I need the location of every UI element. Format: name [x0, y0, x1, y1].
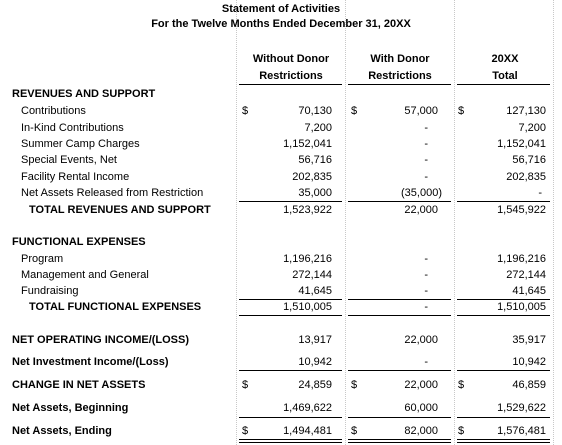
amount-total: 56,716	[512, 154, 546, 166]
amount-with-donor: -	[424, 285, 428, 297]
double-underline	[457, 439, 550, 443]
amount-total: 202,835	[506, 171, 546, 183]
subtotal-rule	[457, 417, 550, 418]
header-underline	[457, 84, 550, 85]
double-underline	[348, 439, 451, 443]
amount-with-donor: 22,000	[404, 204, 438, 216]
currency-symbol: $	[351, 379, 358, 391]
row-label: Net Investment Income/(Loss)	[12, 356, 169, 368]
amount-with-donor: 82,000	[404, 425, 438, 437]
amount-total: 10,942	[512, 356, 546, 368]
col-header-without-donor-sub: Restrictions	[259, 70, 323, 82]
row-label: NET OPERATING INCOME/(LOSS)	[12, 334, 190, 346]
col-header-with-donor-sub: Restrictions	[368, 70, 432, 82]
amount-without-donor: 272,144	[292, 269, 332, 281]
amount-without-donor: 13,917	[298, 334, 332, 346]
amount-with-donor: (35,000)	[401, 187, 442, 199]
amount-total: 41,645	[512, 285, 546, 297]
amount-without-donor: 1,469,622	[283, 402, 332, 414]
row-label: Net Assets, Ending	[12, 425, 112, 437]
amount-total: 7,200	[518, 122, 546, 134]
subtotal-rule	[457, 370, 550, 371]
amount-without-donor: 10,942	[298, 356, 332, 368]
amount-without-donor: 41,645	[298, 285, 332, 297]
amount-without-donor: 1,152,041	[283, 138, 332, 150]
col-header-total-year: 20XX	[491, 53, 519, 65]
amount-without-donor: 35,000	[298, 187, 332, 199]
row-label: In-Kind Contributions	[21, 122, 124, 134]
col-header-without-donor: Without Donor	[252, 53, 330, 65]
header-underline	[239, 84, 342, 85]
currency-symbol: $	[351, 105, 358, 117]
row-label: TOTAL REVENUES AND SUPPORT	[29, 204, 211, 216]
amount-without-donor: 56,716	[298, 154, 332, 166]
amount-total: 1,545,922	[497, 204, 546, 216]
subtotal-rule	[239, 201, 342, 202]
section-heading-revenues: REVENUES AND SUPPORT	[12, 88, 156, 100]
subtotal-rule	[348, 315, 451, 316]
row-label: Contributions	[21, 105, 86, 117]
amount-total: 1,576,481	[497, 425, 546, 437]
col-header-with-donor: With Donor	[370, 53, 430, 65]
currency-symbol: $	[351, 425, 358, 437]
amount-with-donor: -	[424, 269, 428, 281]
amount-without-donor: 70,130	[298, 105, 332, 117]
amount-with-donor: -	[424, 171, 428, 183]
amount-total: -	[538, 187, 542, 199]
currency-symbol: $	[458, 425, 465, 437]
subtotal-rule	[457, 201, 550, 202]
amount-without-donor: 1,494,481	[283, 425, 332, 437]
row-label: Summer Camp Charges	[21, 138, 140, 150]
subtotal-rule	[239, 417, 342, 418]
amount-with-donor: -	[424, 138, 428, 150]
amount-total: 1,152,041	[497, 138, 546, 150]
statement-subtitle: For the Twelve Months Ended December 31, 20XX	[151, 18, 411, 30]
amount-with-donor: -	[424, 154, 428, 166]
double-underline	[239, 439, 342, 443]
amount-without-donor: 1,523,922	[283, 204, 332, 216]
amount-with-donor: 22,000	[404, 379, 438, 391]
subtotal-rule	[457, 315, 550, 316]
currency-symbol: $	[458, 379, 465, 391]
currency-symbol: $	[242, 105, 249, 117]
row-label: CHANGE IN NET ASSETS	[12, 379, 146, 391]
section-heading-expenses: FUNCTIONAL EXPENSES	[12, 236, 146, 248]
amount-with-donor: 22,000	[404, 334, 438, 346]
subtotal-rule	[348, 417, 451, 418]
currency-symbol: $	[242, 425, 249, 437]
currency-symbol: $	[458, 105, 465, 117]
statement-title: Statement of Activities	[221, 3, 341, 15]
header-underline	[348, 84, 451, 85]
amount-total: 1,510,005	[497, 301, 546, 313]
amount-without-donor: 1,510,005	[283, 301, 332, 313]
row-label: TOTAL FUNCTIONAL EXPENSES	[29, 301, 202, 313]
amount-total: 1,196,216	[497, 253, 546, 265]
amount-with-donor: -	[424, 356, 428, 368]
subtotal-rule	[348, 370, 451, 371]
subtotal-rule	[239, 370, 342, 371]
row-label: Net Assets Released from Restriction	[21, 187, 204, 199]
row-label: Net Assets, Beginning	[12, 402, 129, 414]
amount-total: 1,529,622	[497, 402, 546, 414]
row-label: Special Events, Net	[21, 154, 117, 166]
amount-with-donor: 57,000	[404, 105, 438, 117]
amount-without-donor: 1,196,216	[283, 253, 332, 265]
amount-with-donor: -	[424, 301, 428, 313]
column-gridline	[553, 0, 554, 445]
column-gridline	[454, 0, 455, 445]
amount-without-donor: 24,859	[298, 379, 332, 391]
amount-total: 127,130	[506, 105, 546, 117]
row-label: Fundraising	[21, 285, 79, 297]
column-gridline	[236, 0, 237, 445]
amount-with-donor: -	[424, 253, 428, 265]
row-label: Facility Rental Income	[21, 171, 130, 183]
amount-total: 46,859	[512, 379, 546, 391]
amount-with-donor: -	[424, 122, 428, 134]
column-gridline	[345, 0, 346, 445]
row-label: Program	[21, 253, 64, 265]
subtotal-rule	[239, 315, 342, 316]
currency-symbol: $	[242, 379, 249, 391]
amount-without-donor: 202,835	[292, 171, 332, 183]
amount-total: 35,917	[512, 334, 546, 346]
amount-with-donor: 60,000	[404, 402, 438, 414]
subtotal-rule	[348, 201, 451, 202]
col-header-total: Total	[492, 70, 518, 82]
amount-total: 272,144	[506, 269, 546, 281]
row-label: Management and General	[21, 269, 149, 281]
amount-without-donor: 7,200	[304, 122, 332, 134]
